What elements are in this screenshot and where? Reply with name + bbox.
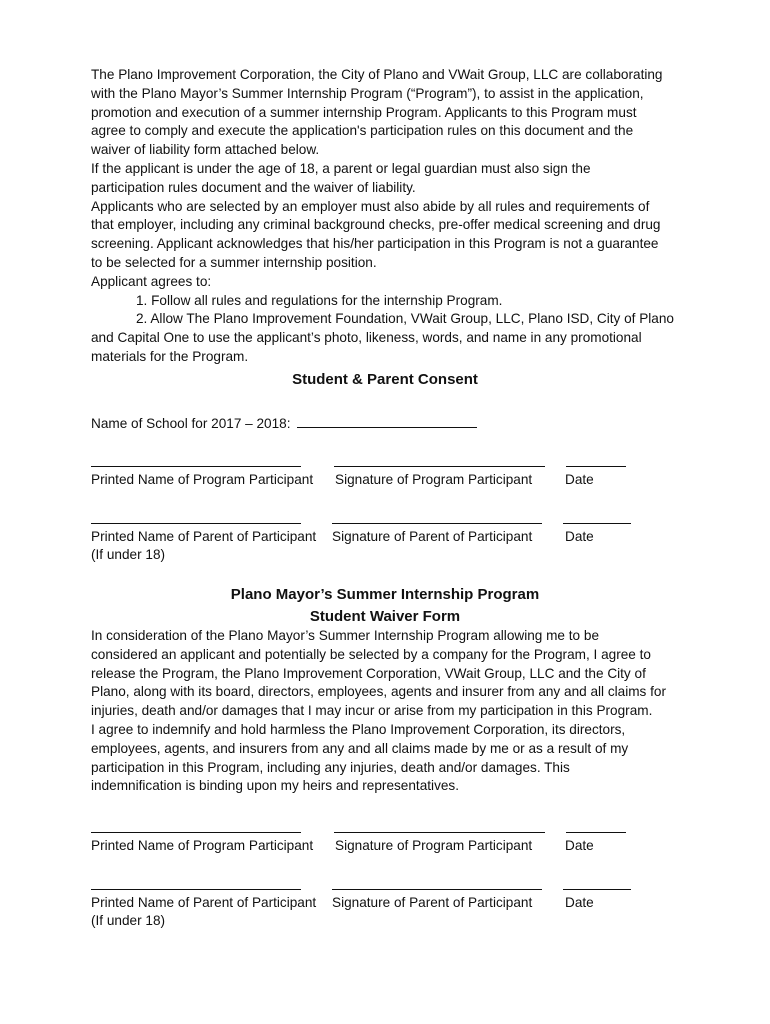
under-18-note: (If under 18) xyxy=(91,547,166,562)
intro-line: The Plano Improvement Corporation, the City of Plano and VWait Group, LLC are collaborating xyxy=(91,67,663,82)
parent-date-line[interactable] xyxy=(563,523,631,524)
intro-line: with the Plano Mayor’s Summer Internship Program (“Program”), to assist in the application, xyxy=(91,85,644,101)
waiver-participant-printed-name-label: Printed Name of Program Participant xyxy=(91,838,314,853)
consent-title: Student & Parent Consent xyxy=(292,371,478,388)
waiver-participant-signature-label: Signature of Program Participant xyxy=(335,838,533,853)
waiver-parent-date-line[interactable] xyxy=(563,889,631,890)
parent-signature-line[interactable] xyxy=(332,523,542,524)
waiver-line: participation in this Program, including any injuries, death and/or damages. This xyxy=(91,759,570,775)
waiver-line: indemnification is binding upon my heirs and representatives. xyxy=(91,778,459,794)
agreement-item-2: 2. Allow The Plano Improvement Foundation, VWait Group, LLC, Plano ISD, City of Plano xyxy=(136,311,674,327)
waiver-participant-signature-line[interactable] xyxy=(334,832,545,833)
parent-printed-name-label: Printed Name of Parent of Participant xyxy=(91,529,317,544)
intro-line: waiver of liability form attached below. xyxy=(91,142,320,158)
waiver-under-18-note: (If under 18) xyxy=(91,913,166,928)
waiver-participant-printed-name-line[interactable] xyxy=(91,832,301,833)
intro-line: If the applicant is under the age of 18, a parent or legal guardian must also sign the xyxy=(91,160,591,176)
waiver-parent-date-label: Date xyxy=(565,895,594,910)
waiver-line: considered an applicant and potentially be selected by a company for the Program, I agree to xyxy=(91,646,651,662)
waiver-participant-date-label: Date xyxy=(565,838,594,853)
waiver-line: I agree to indemnify and hold harmless the Plano Improvement Corporation, its directors, xyxy=(91,721,626,737)
intro-line: that employer, including any criminal background checks, pre-offer medical screening and drug xyxy=(91,217,661,233)
participant-date-label: Date xyxy=(565,472,594,487)
participant-signature-line[interactable] xyxy=(334,466,545,467)
intro-line: to be selected for a summer internship position. xyxy=(91,254,377,270)
intro-line: agree to comply and execute the application's participation rules on this document and the xyxy=(91,123,634,139)
waiver-line: injuries, death and/or damages that I may incur or arise from my participation in this Program. xyxy=(91,703,653,719)
intro-line: promotion and execution of a summer internship Program. Applicants to this Program must xyxy=(91,104,637,120)
participant-printed-name-line[interactable] xyxy=(91,466,301,467)
parent-printed-name-line[interactable] xyxy=(91,523,301,524)
participant-printed-name-label: Printed Name of Program Participant xyxy=(91,472,314,487)
intro-line: Applicants who are selected by an employer must also abide by all rules and requirements of xyxy=(91,198,650,214)
waiver-parent-signature-label: Signature of Parent of Participant xyxy=(332,895,533,910)
waiver-text xyxy=(91,627,691,796)
school-input-line[interactable] xyxy=(297,413,477,428)
waiver-line: Plano, along with its board, directors, employees, agents and insurer from any and all claims for xyxy=(91,684,666,700)
waiver-parent-printed-name-line[interactable] xyxy=(91,889,301,890)
school-label: Name of School for 2017 – 2018: xyxy=(91,416,291,431)
parent-signature-label: Signature of Parent of Participant xyxy=(332,529,533,544)
waiver-participant-date-line[interactable] xyxy=(566,832,626,833)
waiver-parent-printed-name-label: Printed Name of Parent of Participant xyxy=(91,895,317,910)
intro-text xyxy=(91,66,691,367)
agreement-item-2-continued: and Capital One to use the applicant’s photo, likeness, words, and name in any promotional xyxy=(91,330,642,346)
waiver-program-title: Plano Mayor’s Summer Internship Program xyxy=(230,586,540,603)
waiver-form-title: Student Waiver Form xyxy=(309,608,461,625)
waiver-line: In consideration of the Plano Mayor’s Summer Internship Program allowing me to be xyxy=(91,628,600,643)
waiver-line: employees, agents, and insurers from any and all claims made by me or as a result of my xyxy=(91,740,629,756)
school-field-row xyxy=(91,413,477,433)
agreement-item-1: 1. Follow all rules and regulations for the internship Program. xyxy=(136,292,503,308)
waiver-line: release the Program, the Plano Improvement Corporation, VWait Group, LLC and the City of xyxy=(91,665,646,681)
parent-date-label: Date xyxy=(565,529,594,544)
agreement-item-2-continued: materials for the Program. xyxy=(91,348,249,364)
intro-line: screening. Applicant acknowledges that his/her participation in this Program is not a guarantee xyxy=(91,236,659,252)
participant-signature-label: Signature of Program Participant xyxy=(335,472,533,487)
intro-line: participation rules document and the waiver of liability. xyxy=(91,179,416,195)
waiver-parent-signature-line[interactable] xyxy=(332,889,542,890)
applicant-agrees-label: Applicant agrees to: xyxy=(91,273,212,289)
participant-date-line[interactable] xyxy=(566,466,626,467)
